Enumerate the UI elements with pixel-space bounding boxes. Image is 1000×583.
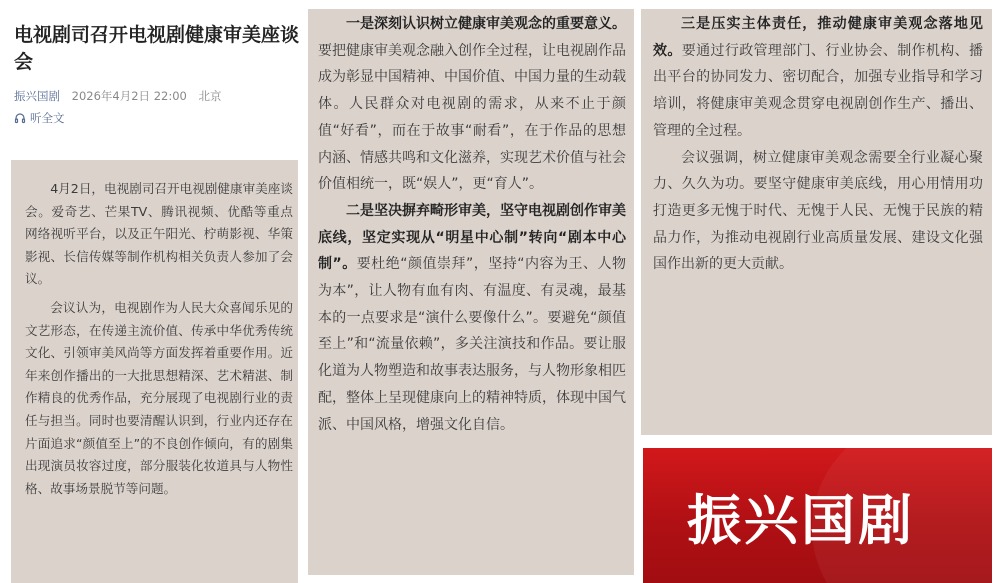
scan-paragraph [653,11,983,145]
article-source-link[interactable]: 振兴国剧 [14,89,60,103]
scan-paragraph-heading: 三是压实主体责任，推动健康审美观念落地见效。 [653,16,983,59]
article-date: 2026年4月2日 22:00 [71,89,187,103]
scan-paragraph-heading: 一是深刻认识树立健康审美观念的重要意义。 [346,16,626,32]
scan-paragraph: 会议认为，电视剧作为人民大众喜闻乐见的文艺形态，在传递主流价值、传承中华优秀传统文化、引领审美风尚等方面发挥着重要作用。近年来创作播出的一大批思想精深、艺术精湛、制作精良的优秀作品，充分展现了电视剧行业的责任与担当。同时也要清醒认识到，行业内还存在片面追求“颜值至上”的不良创作倾向，有的剧集出现演员妆容过度，部分服装化妆道具与人物性格、故事场景脱节等问题。 [25,299,293,496]
listen-label: 听全文 [30,111,65,125]
article-title: 电视剧司召开电视剧健康审美座谈会 [14,24,300,73]
scan-paragraph: 4月2日，电视剧司召开电视剧健康审美座谈会。爱奇艺、芒果TV、腾讯视频、优酷等重点网络视听平台，以及正午阳光、柠萌影视、华策影视、长信传媒等制作机构相关负责人参加了会议。 [25,181,293,287]
article-meta [14,88,222,104]
scan-paragraph: 会议强调，树立健康审美观念需要全行业凝心聚力、久久为功。要坚守健康审美底线，用心用情用功打造更多无愧于时代、无愧于人民、无愧于民族的精品力作，为推动电视剧行业高质量发展、建设文化强国作出新的更大贡献。 [653,149,983,273]
article-header-panel [0,0,305,583]
scan-paragraph [318,198,626,438]
scan-paragraph-body: 要杜绝“颜值崇拜”，坚持“内容为王、人物为本”，让人物有血有肉、有温度、有灵魂，最基本的一点要求是“演什么要像什么”。要避免“颜值至上”和“流量依赖”，多关注演技和作品。要让服化道为人物塑造和故事表达服务，与人物形象相匹配，整体上呈现健康向上的精神特质，体现中国气派、中国风格，增强文化自信。 [318,256,627,433]
article-location: 北京 [198,89,222,103]
listen-full-text-button[interactable] [14,110,65,126]
scan-paragraph-heading: 二是坚决摒弃畸形审美，坚守电视剧创作审美底线，坚定实现从“明星中心制”转向“剧本中心制”。 [318,202,626,273]
brand-banner [643,448,992,583]
scanned-page-3 [641,9,992,435]
scan-paragraph-body: 要把健康审美观念融入创作全过程，让电视剧作品成为彰显中国精神、中国价值、中国力量的生动载体。人民群众对电视剧的需求，从来不止于颜值“好看”，而在于故事“耐看”，在于作品的思想内涵、情感共鸣和文化滋养，实现艺术价值与社会价值相统一，既“娱人”，更“育人”。 [318,42,626,193]
scanned-page-2 [308,9,634,575]
scan-paragraph-body: 要通过行政管理部门、行业协会、制作机构、播出平台的协同发力、密切配合，加强专业指导和学习培训，将健康审美观念贯穿电视剧创作生产、播出、管理的全过程。 [653,42,984,139]
scanned-page-1 [11,160,298,583]
brand-banner-text: 振兴国剧 [687,488,915,552]
scan-paragraph [318,11,626,198]
headphones-icon [14,112,26,124]
